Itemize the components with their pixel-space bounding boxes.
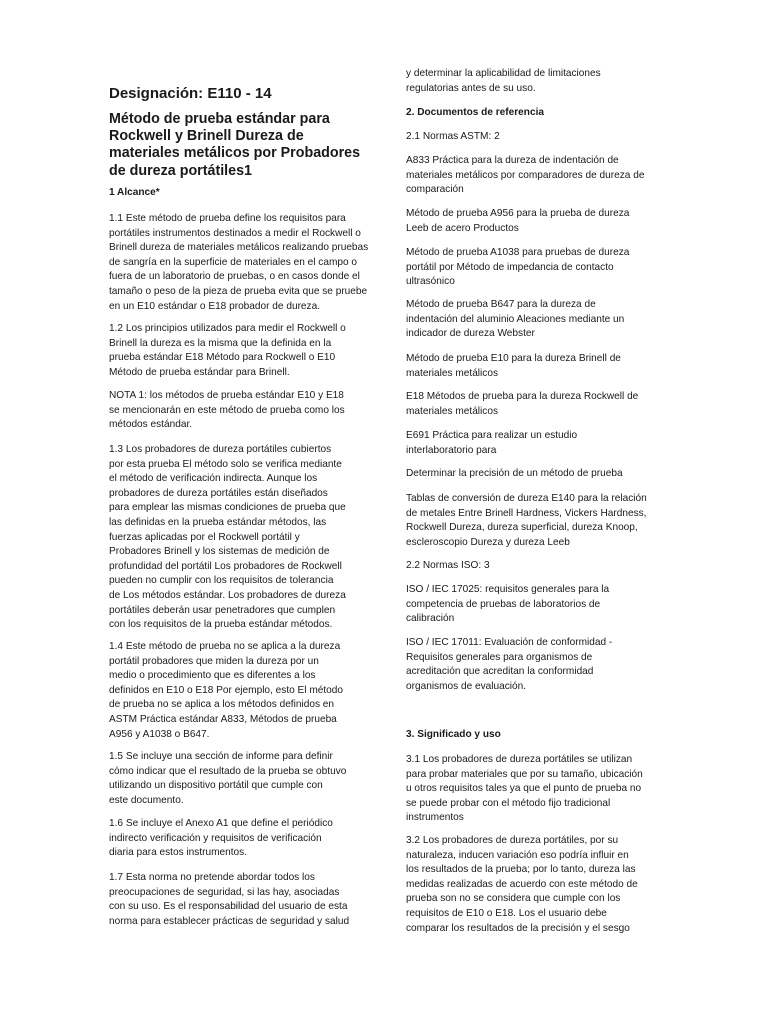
paragraph-1-5: 1.5 Se incluye una sección de informe para definir cómo indicar que el resultado de la prueba se obtuvo utilizando un dispositivo portátil que cumple con este documento.	[109, 751, 347, 806]
reference-e18: E18 Métodos de prueba para la dureza Rockwell de materiales metálicos	[406, 391, 639, 417]
reference-b647: Método de prueba B647 para la dureza de indentación del aluminio Aleaciones mediante un indicador de dureza Webster	[406, 299, 625, 340]
document-title: Método de prueba estándar para Rockwell y Brinell Dureza de materiales metálicos por Probadores de dureza portátiles1	[109, 111, 361, 179]
reference-e691-continued: Determinar la precisión de un método de prueba	[406, 468, 623, 479]
paragraph-1-7: 1.7 Esta norma no pretende abordar todos los preocupaciones de seguridad, si las hay, asociadas con su uso. Es el responsabilidad del usuario de esta norma para establecer prácticas de seguridad y salud	[109, 872, 350, 927]
iso-standards-heading: 2.2 Normas ISO: 3	[406, 560, 490, 571]
reference-iso-17025: ISO / IEC 17025: requisitos generales para la competencia de pruebas de laboratorios de calibración	[406, 584, 610, 625]
note-1: NOTA 1: los métodos de prueba estándar E10 y E18 se mencionarán en este método de prueba como los métodos estándar.	[109, 390, 345, 431]
reference-e691: E691 Práctica para realizar un estudio interlaboratorio para	[406, 430, 578, 456]
section-3-heading: 3. Significado y uso	[406, 729, 501, 740]
reference-a833: A833 Práctica para la dureza de indentación de materiales metálicos por comparadores de dureza de comparación	[406, 155, 645, 196]
paragraph-1-6: 1.6 Se incluye el Anexo A1 que define el periódico indirecto verificación y requisitos de verificación diaria para estos instrumentos.	[109, 818, 333, 859]
paragraph-1-7-continued: y determinar la aplicabilidad de limitaciones regulatorias antes de su uso.	[406, 68, 601, 94]
astm-standards-heading: 2.1 Normas ASTM: 2	[406, 131, 500, 142]
paragraph-1-4: 1.4 Este método de prueba no se aplica a la dureza portátil probadores que miden la dureza por un medio o procedimiento que es diferentes a los definidos en E10 o E18 Por ejemplo, esto El método de prueba no se aplica a los métodos definidos en ASTM Práctica estándar A833, Métodos de prueba A956 y A1038 o B647.	[109, 641, 343, 740]
reference-a956: Método de prueba A956 para la prueba de dureza Leeb de acero Productos	[406, 208, 630, 234]
section-1-heading: 1 Alcance*	[109, 187, 160, 198]
section-2-heading: 2. Documentos de referencia	[406, 107, 544, 118]
paragraph-3-1: 3.1 Los probadores de dureza portátiles se utilizan para probar materiales que por su tamaño, ubicación u otros requisitos tales ya que el punto de prueba no se puede probar con el método fijo tradicional instrumentos	[406, 754, 643, 824]
reference-e10: Método de prueba E10 para la dureza Brinell de materiales metálicos	[406, 353, 621, 379]
reference-iso-17011: ISO / IEC 17011: Evaluación de conformidad - Requisitos generales para organismos de acreditación que acreditan la conformidad organismos de evaluación.	[406, 637, 613, 692]
paragraph-1-2: 1.2 Los principios utilizados para medir el Rockwell o Brinell la dureza es la misma que la definida en la prueba estándar E18 Método para Rockwell o E10 Método de prueba estándar para Brinell.	[109, 323, 346, 378]
reference-e140: Tablas de conversión de dureza E140 para la relación de metales Entre Brinell Hardness, Vickers Hardness, Rockwell Dureza, dureza superficial, dureza Knoop, escleroscopio Dureza y dureza Leeb	[406, 493, 647, 548]
reference-a1038: Método de prueba A1038 para pruebas de dureza portátil por Método de impedancia de contacto ultrasónico	[406, 247, 630, 288]
paragraph-1-3: 1.3 Los probadores de dureza portátiles cubiertos por esta prueba El método solo se verifica mediante el método de verificación indirecta. Aunque los probadores de dureza portátiles están diseñados para emplear las mismas condiciones de prueba que las definidas en la prueba estándar métodos, las fuerzas aplicadas por el Rockwell portátil y Probadores Brinell y los sistemas de medición de profundidad del portátil Los probadores de Rockwell pueden no cumplir con los requisitos de tolerancia de Los métodos estándar. Los probadores de dureza portátiles deberán usar penetradores que cumplen con los requisitos de la prueba estándar métodos.	[109, 444, 346, 631]
paragraph-1-1: 1.1 Este método de prueba define los requisitos para portátiles instrumentos destinados a medir el Rockwell o Brinell dureza de materiales metálicos realizando pruebas de sangría en la superficie de materiales en el campo o fuera de un laboratorio de pruebas, o en casos donde el tamaño o peso de la pieza de prueba evita que se pruebe en un E10 estándar o E18 probador de dureza.	[109, 213, 369, 312]
paragraph-3-2: 3.2 Los probadores de dureza portátiles, por su naturaleza, inducen variación eso podría influir en los resultados de la prueba; por lo tanto, dureza las medidas realizadas de acuerdo con este método de prueba son no se considera que cumple con los requisitos de E10 o E18. Los el usuario debe comparar los resultados de la precisión y el sesgo	[406, 835, 638, 934]
designation: Designación: E110 - 14	[109, 85, 272, 102]
